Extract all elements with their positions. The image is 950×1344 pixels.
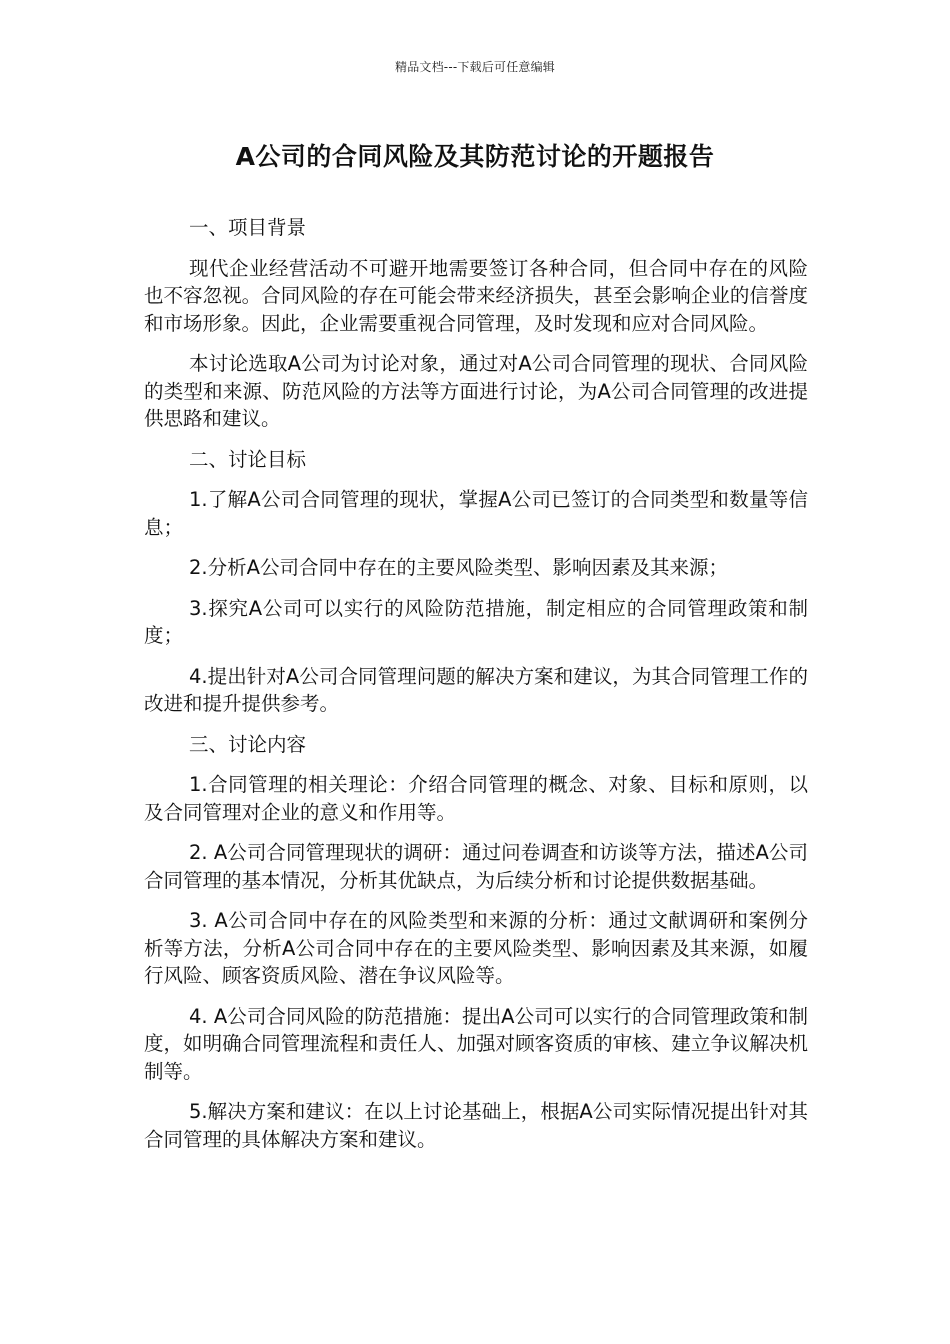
paragraph: 本讨论选取A公司为讨论对象，通过对A公司合同管理的现状、合同风险的类型和来源、防范风险的方法等方面进行讨论，为A公司合同管理的改进提供思路和建议。: [144, 352, 808, 430]
document-body: [144, 214, 808, 1166]
list-item: 2.分析A公司合同中存在的主要风险类型、影响因素及其来源；: [189, 556, 728, 579]
header-note: 精品文档---下载后可任意编辑: [395, 60, 555, 74]
list-item: 3. A公司合同中存在的风险类型和来源的分析：通过文献调研和案例分析等方法，分析A公司合同中存在的主要风险类型、影响因素及其来源，如履行风险、顾客资质风险、潜在争议风险等。: [144, 909, 808, 987]
list-item: 4.提出针对A公司合同管理问题的解决方案和建议，为其合同管理工作的改进和提升提供参考。: [144, 664, 808, 715]
list-item: 3.探究A公司可以实行的风险防范措施，制定相应的合同管理政策和制度；: [144, 596, 808, 647]
list-item: 1.合同管理的相关理论：介绍合同管理的概念、对象、目标和原则，以及合同管理对企业的意义和作用等。: [144, 773, 808, 824]
list-item: 5.解决方案和建议：在以上讨论基础上，根据A公司实际情况提出针对其合同管理的具体解决方案和建议。: [144, 1100, 808, 1151]
section-heading-objectives: 二、讨论目标: [189, 447, 307, 471]
list-item: 2. A公司合同管理现状的调研：通过问卷调查和访谈等方法，描述A公司合同管理的基本情况，分析其优缺点，为后续分析和讨论提供数据基础。: [144, 841, 808, 892]
section-heading-background: 一、项目背景: [189, 216, 307, 239]
list-item: 1.了解A公司合同管理的现状，掌握A公司已签订的合同类型和数量等信息；: [144, 488, 808, 539]
paragraph: 现代企业经营活动不可避开地需要签订各种合同，但合同中存在的风险也不容忽视。合同风险的存在可能会带来经济损失，甚至会影响企业的信誉度和市场形象。因此，企业需要重视合同管理，及时发现和应对合同风险。: [144, 256, 808, 335]
document-title: A公司的合同风险及其防范讨论的开题报告: [235, 142, 715, 171]
list-item: 4. A公司合同风险的防范措施：提出A公司可以实行的合同管理政策和制度，如明确合同管理流程和责任人、加强对顾客资质的审核、建立争议解决机制等。: [144, 1004, 808, 1083]
section-heading-content: 三、讨论内容: [189, 732, 307, 756]
